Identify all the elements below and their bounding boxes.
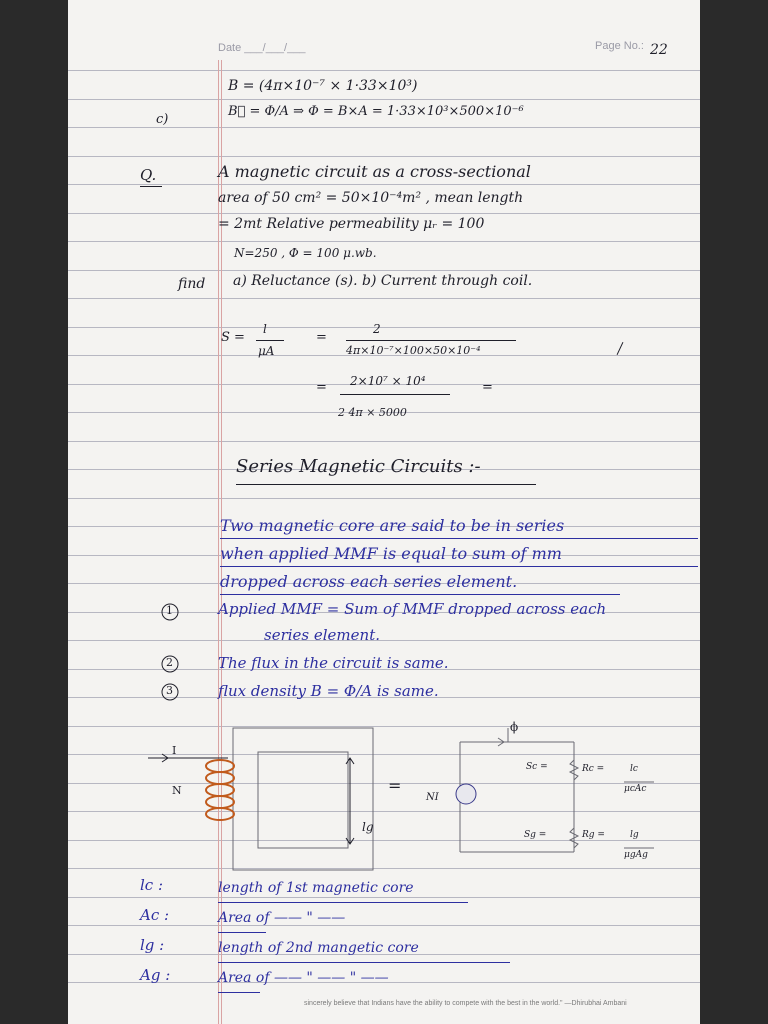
label-current: I (172, 744, 177, 757)
label-sg: Sg = (524, 830, 547, 840)
label-equivalent: = (388, 776, 402, 795)
notebook-page (68, 0, 700, 1024)
frac3-num: 2×10⁷ × 10⁴ (350, 374, 426, 388)
equals-3: = (482, 380, 493, 395)
equals-1: = (316, 330, 327, 345)
frac1-num: l (263, 322, 267, 336)
label-flux: ϕ (510, 720, 519, 734)
point-1-text: Applied MMF = Sum of MMF dropped across each (218, 600, 607, 618)
label-c: c) (156, 112, 169, 127)
point-2-text: The flux in the circuit is same. (218, 654, 449, 672)
def-term-ac: Ac : (140, 906, 170, 924)
def-underline-ac (218, 932, 266, 933)
point-2-number: 2 (166, 656, 173, 669)
def-desc-lg: length of 2nd mangetic core (218, 940, 419, 956)
magnetic-circuit-diagram (68, 722, 700, 882)
label-rc-den: μcAc (624, 784, 647, 794)
point-1-number: 1 (166, 604, 173, 617)
def-term-ag: Ag : (140, 966, 171, 984)
label-rg-den: μgAg (624, 850, 648, 860)
definition-line-3: dropped across each series element. (220, 572, 518, 591)
label-sc: Sc = (526, 762, 548, 772)
question-marker: Q. (140, 166, 157, 184)
def-desc-lc: length of 1st magnetic core (218, 880, 414, 896)
def-desc-ac: Area of —— " —— (218, 910, 346, 926)
label-turns: N (172, 784, 182, 797)
frac2-num: 2 (373, 322, 381, 336)
def-underline-ag (218, 992, 260, 993)
label-gap-length: lg (362, 820, 374, 834)
frac3-den: 2 4π × 5000 (338, 406, 407, 419)
label-rg-num: lg (630, 830, 639, 840)
question-line-4: N=250 , Φ = 100 μ.wb. (234, 246, 377, 260)
label-rc-num: lc (630, 764, 638, 774)
label-rc: Rc = (582, 764, 605, 774)
equals-2: = (316, 380, 327, 395)
frac1-den: μA (258, 344, 275, 358)
question-line-3: = 2mt Relative permeability μᵣ = 100 (218, 216, 485, 232)
def-underline-lc (218, 902, 468, 903)
section-title: Series Magnetic Circuits :- (236, 456, 481, 477)
label-rg: Rg = (582, 830, 605, 840)
def-term-lc: lc : (140, 876, 164, 894)
frac2-den: 4π×10⁻⁷×100×50×10⁻⁴ (346, 344, 481, 357)
page-number: 22 (650, 42, 668, 58)
date-label: Date ___/___/___ (218, 42, 306, 54)
definition-line-2: when applied MMF is equal to sum of mm (220, 544, 562, 563)
question-line-1: A magnetic circuit as a cross-sectional (218, 162, 531, 181)
s-equals: S = (221, 330, 245, 345)
question-line-2: area of 50 cm² = 50×10⁻⁴m² , mean length (218, 190, 524, 206)
point-3-number: 3 (166, 684, 173, 697)
find-text: a) Reluctance (s). b) Current through coil. (233, 273, 533, 289)
find-label: find (178, 276, 206, 292)
footer-quote: sincerely believe that Indians have the ability to compete with the best in the world." —Dhirubhai Ambani (304, 1000, 627, 1007)
page-number-label: Page No.: (595, 40, 644, 52)
label-mmf-source: NI (426, 792, 439, 803)
equation-b: B = (4π×10⁻⁷ × 1·33×10³) (228, 78, 418, 94)
def-desc-ag: Area of —— " —— " —— (218, 970, 389, 986)
def-term-lg: lg : (140, 936, 165, 954)
def-underline-lg (218, 962, 510, 963)
definition-line-1: Two magnetic core are said to be in series (220, 516, 565, 535)
equation-flux: B⃗ = Φ/A ⇒ Φ = B×A = 1·33×10³×500×10⁻⁶ (228, 104, 524, 119)
point-3-text: flux density B = Φ/A is same. (218, 682, 439, 700)
point-1-text-cont: series element. (264, 626, 380, 644)
